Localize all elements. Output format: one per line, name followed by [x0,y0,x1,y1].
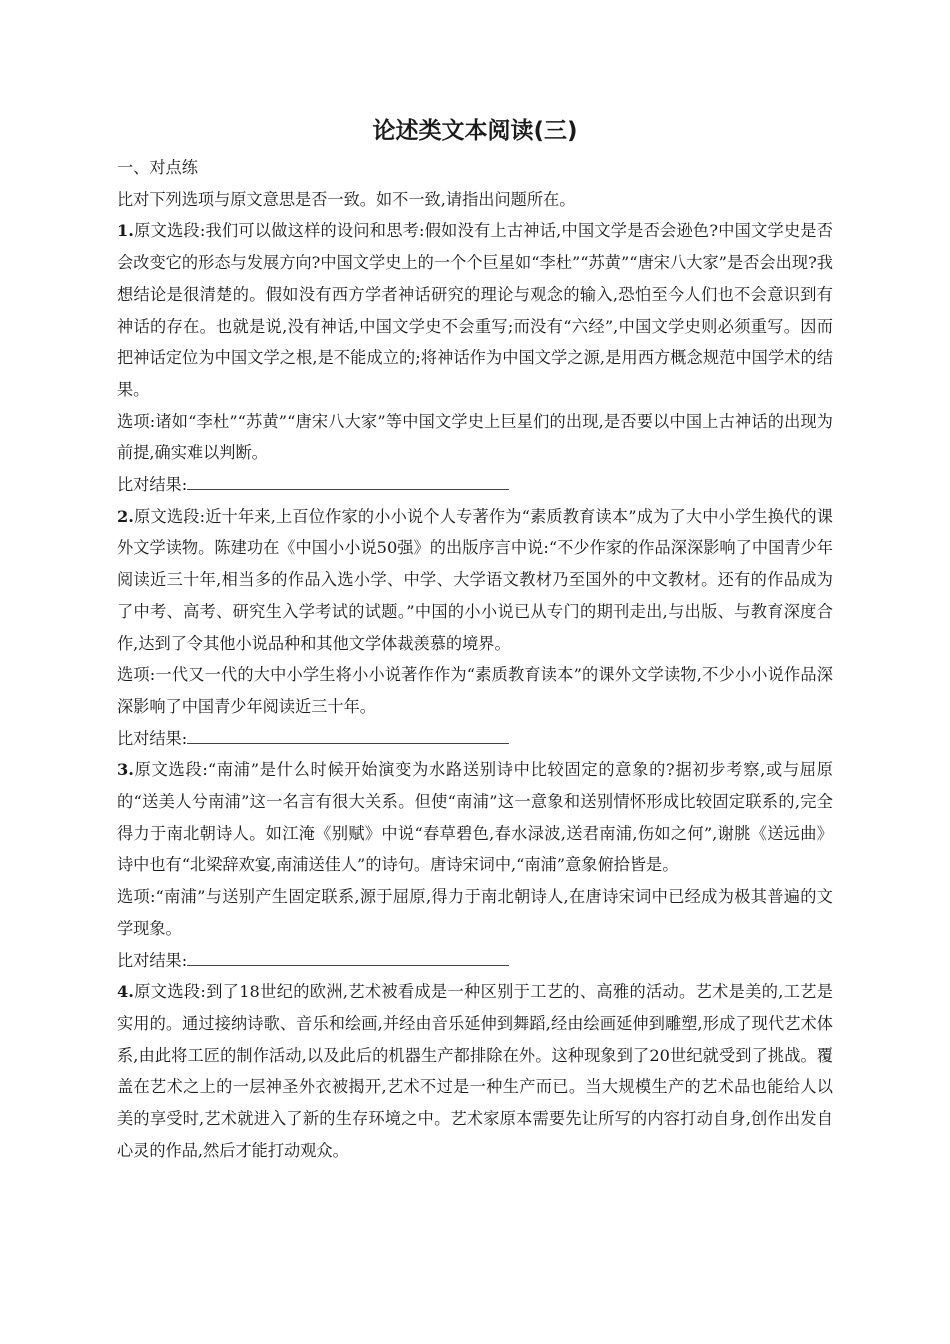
original-passage: 原文选段:到了18世纪的欧洲,艺术被看成是一种区别于工艺的、高雅的活动。艺术是美的,工艺是实用的。通过接纳诗歌、音乐和绘画,并经由音乐延伸到舞蹈,经由绘画延伸到雕塑,形成了现代艺术体系,由此将工匠的制作活动,以及此后的机器生产都排除在外。这种现象到了20世纪就受到了挑战。覆盖在艺术之上的一层神圣外衣被揭开,艺术不过是一种生产而已。当大规模生产的艺术品也能给人以美的享受时,艺术就进入了新的生存环境之中。艺术家原本需要先让所写的内容打动自身,创作出发自心灵的作品,然后才能打动观众。 [117,982,833,1160]
item-3-original [117,754,833,881]
original-passage: 原文选段:“南浦”是什么时候开始演变为水路送别诗中比较固定的意象的?据初步考察,或与屈原的“送美人兮南浦”这一名言有很大关系。但使“南浦”这一意象和送别情怀形成比较固定联系的,完全得力于南北朝诗人。如江淹《别赋》中说“春草碧色,春水渌波,送君南浦,伤如之何”,谢朓《送远曲》诗中也有“北梁辞欢宴,南浦送佳人”的诗句。唐诗宋词中,“南浦”意象俯拾皆是。 [117,760,833,875]
original-passage: 原文选段:我们可以做这样的设问和思考:假如没有上古神话,中国文学是否会逊色?中国文学史是否会改变它的形态与发展方向?中国文学史上的一个个巨星如“李杜”“苏黄”“唐宋八大家”是否会出现?我想结论是很清楚的。假如没有西方学者神话研究的理论与观念的输入,恐怕至今人们也不会意识到有神话的存在。也就是说,没有神话,中国文学史不会重写;而没有“六经”,中国文学史则必须重写。因而把神话定位为中国文学之根,是不能成立的;将神话作为中国文学之源,是用西方概念规范中国学术的结果。 [117,221,833,399]
document-title: 论述类文本阅读(三) [372,118,578,144]
answer-blank[interactable] [187,951,509,966]
result-label: 比对结果: [117,950,188,970]
item-1-result [117,469,833,501]
item-number: 1. [117,221,134,241]
item-3-result [117,945,833,977]
answer-blank[interactable] [187,729,509,744]
result-label: 比对结果: [117,475,188,495]
instruction-text: 比对下列选项与原文意思是否一致。如不一致,请指出问题所在。 [117,189,576,209]
item-3-option: 选项:“南浦”与送别产生固定联系,源于屈原,得力于南北朝诗人,在唐诗宋词中已经成为极其普遍的文学现象。 [117,887,833,938]
item-number: 3. [117,760,134,780]
result-label: 比对结果: [117,728,188,748]
item-number: 4. [117,982,134,1002]
item-number: 2. [117,506,134,526]
item-4-original [117,976,833,1166]
item-1-original [117,215,833,405]
item-2-result [117,723,833,755]
original-passage: 原文选段:近十年来,上百位作家的小小说个人专著作为“素质教育读本”成为了大中小学生换代的课外文学读物。陈建功在《中国小小说50强》的出版序言中说:“不少作家的作品深深影响了中国青少年阅读近三十年,相当多的作品入选小学、中学、大学语文教材乃至国外的中文教材。还有的作品成为了中考、高考、研究生入学考试的试题。”中国的小小说已从专门的期刊走出,与出版、与教育深度合作,达到了令其他小说品种和其他文学体裁羡慕的境界。 [117,506,833,653]
answer-blank[interactable] [187,475,509,490]
item-2-option: 选项:一代又一代的大中小学生将小小说著作作为“素质教育读本”的课外文学读物,不少小小说作品深深影响了中国青少年阅读近三十年。 [117,665,833,716]
item-2-original [117,501,833,660]
item-1-option: 选项:诸如“李杜”“苏黄”“唐宋八大家”等中国文学史上巨星们的出现,是否要以中国上古神话的出现为前提,确实难以判断。 [117,411,833,463]
document-body [117,152,833,1167]
section-heading: 一、对点练 [117,158,198,177]
